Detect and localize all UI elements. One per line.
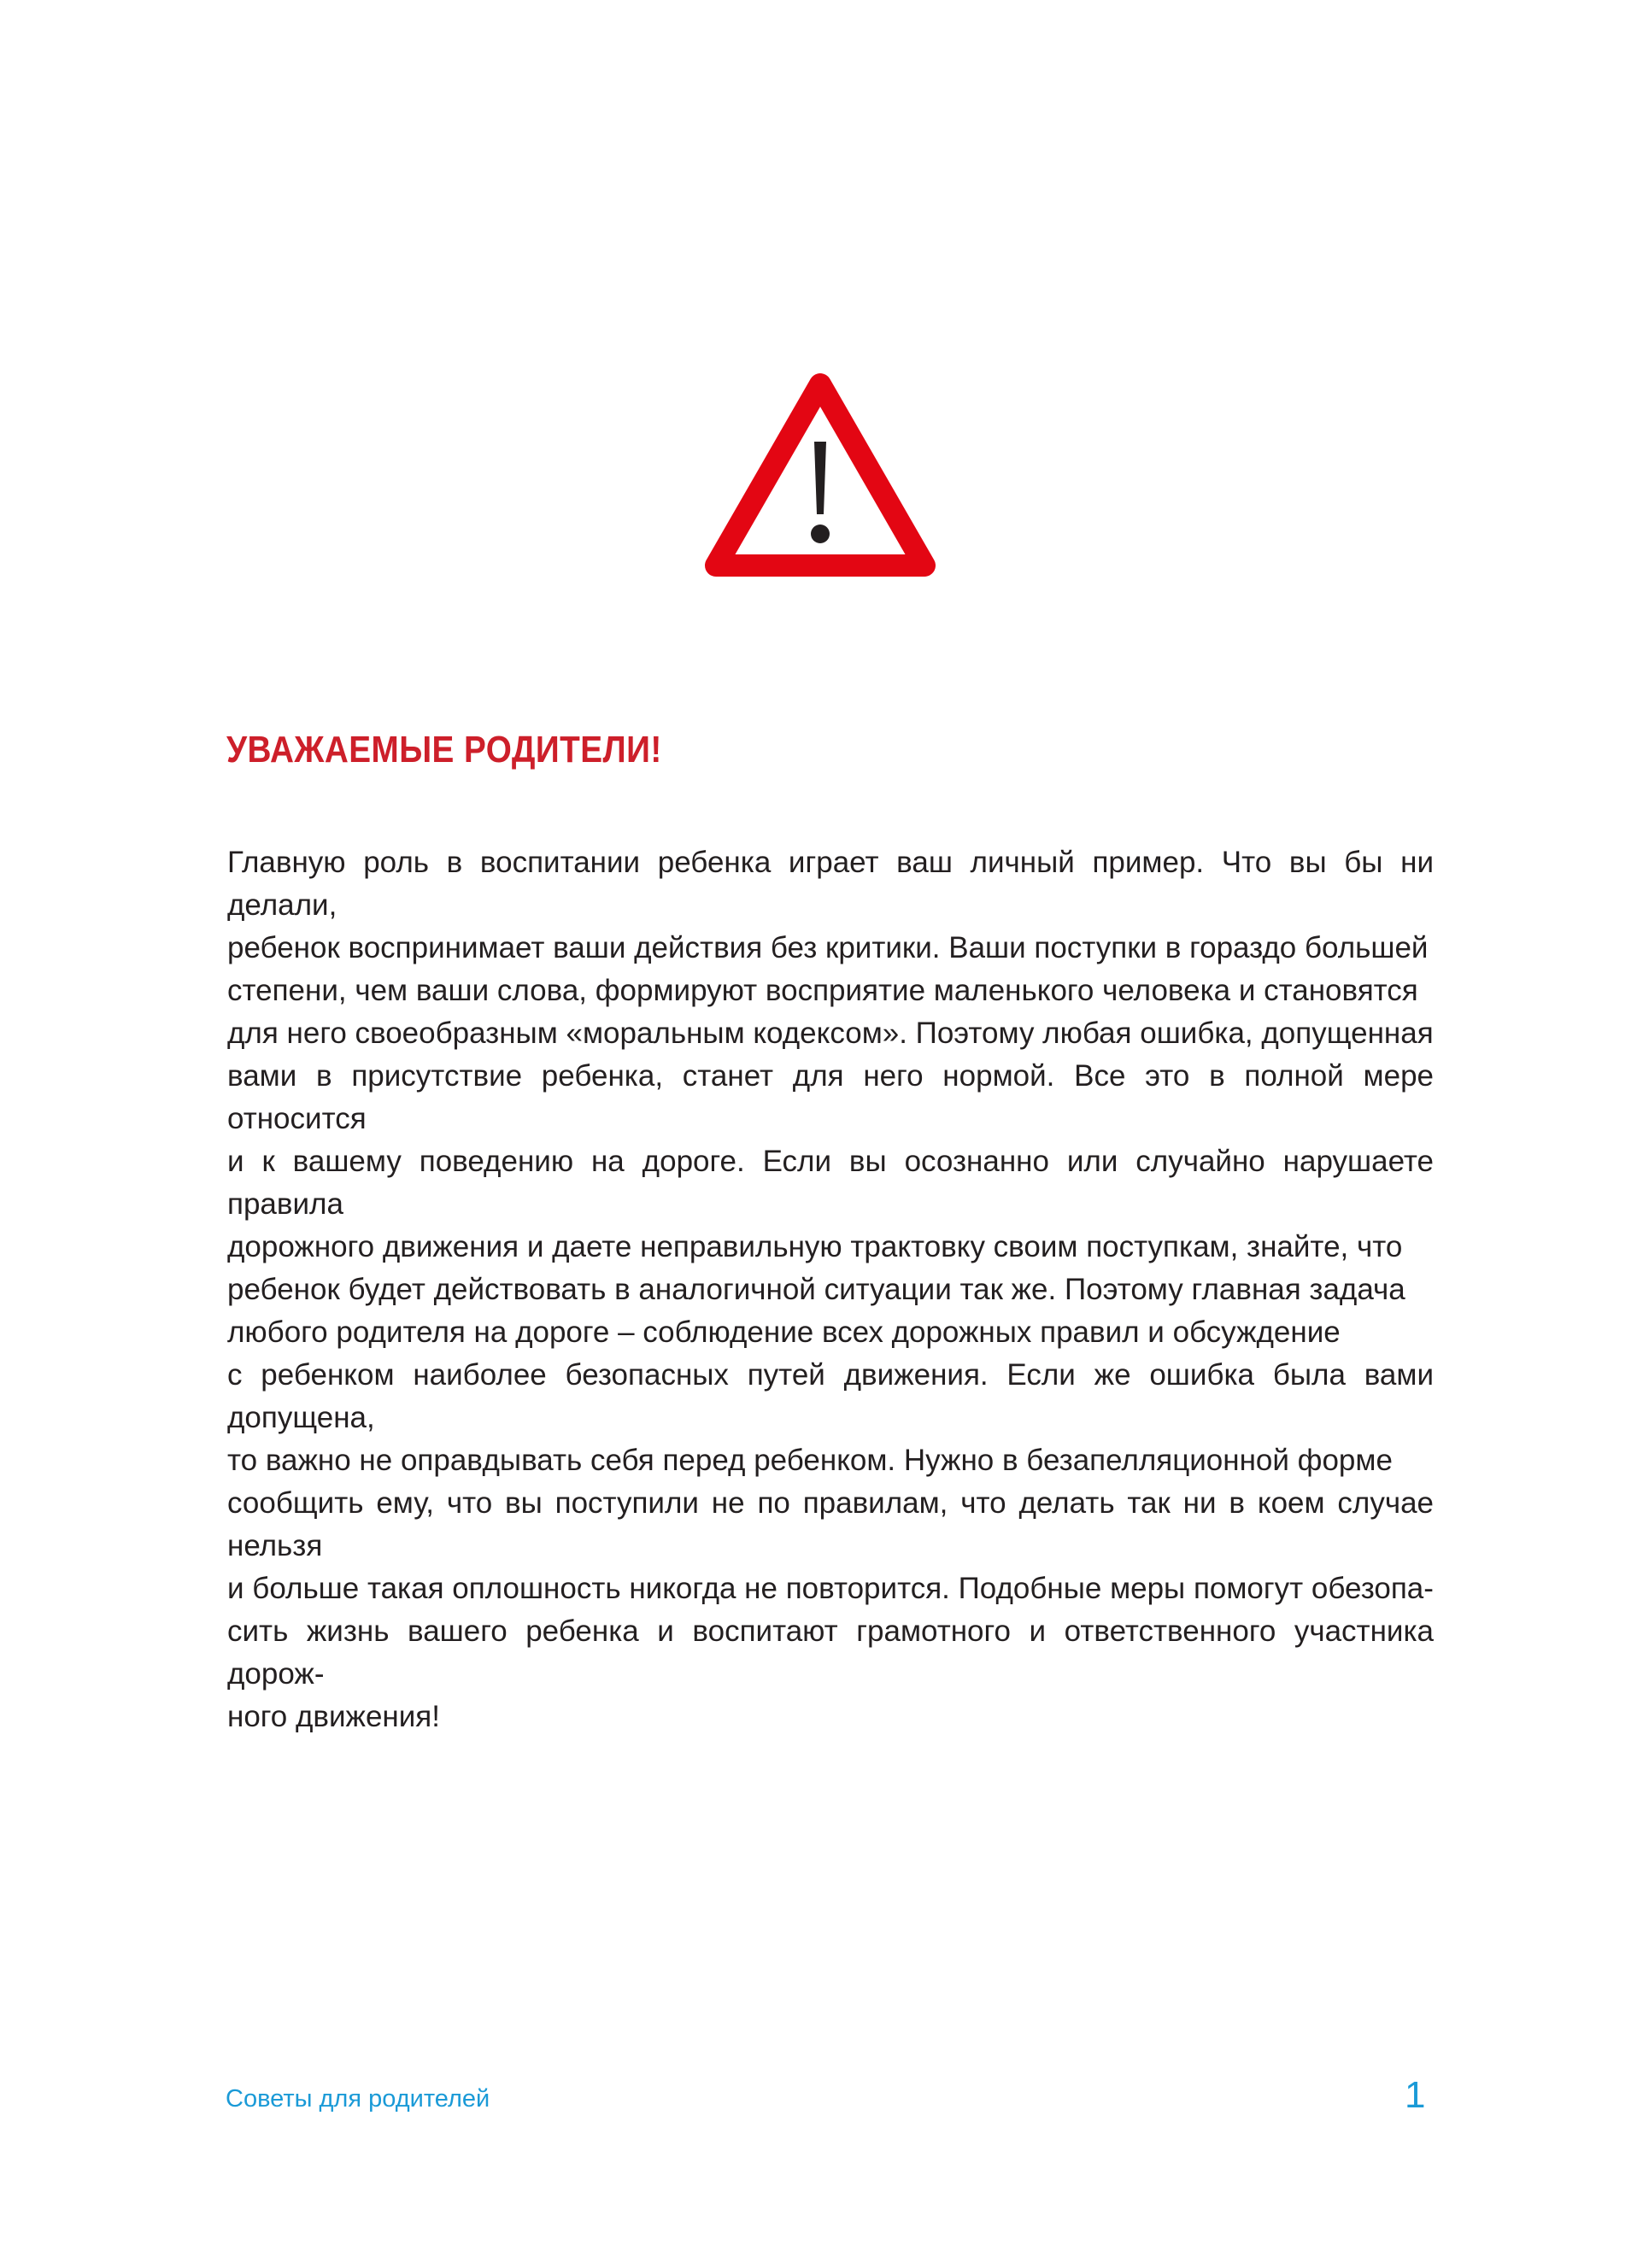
page-number: 1	[1405, 2074, 1426, 2116]
warning-triangle-icon	[701, 369, 940, 581]
page-heading: УВАЖАЕМЫЕ РОДИТЕЛИ!	[226, 729, 662, 771]
footer-title: Советы для родителей	[226, 2085, 490, 2113]
exclamation-dot	[811, 525, 830, 543]
body-paragraph: Главную роль в воспитании ребенка играет ваш личный пример. Что вы бы ни делали, ребенок воспринимает ваши действия без критики. Ваши поступки в гораздо большей степени, чем ваши слова, формируют восприятие маленького человека и становятся для него своеобразным «моральным кодексом». Поэтому любая ошибка, допущенная вами в присутствие ребенка, станет для него нормой. Все это в полной мере относится и к вашему поведению на дороге. Если вы осознанно или случайно нарушаете правила дорожного движения и даете неправильную трактовку своим поступкам, знайте, что ребенок будет действовать в аналогичной ситуации так же. Поэтому главная задача любого родителя на дороге – соблюдение всех дорожных правил и обсуждение с ребенком наиболее безопасных путей движения. Если же ошибка была вами допущена, то важно не оправдывать себя перед ребенком. Нужно в безапелляционной форме сообщить ему, что вы поступили не по правилам, что делать так ни в коем случае нельзя и больше такая оплошность никогда не повторится. Подобные меры помогут обезопа- сить жизнь вашего ребенка и воспитают грамотного и ответственного участника дорож- ного движения!	[227, 846, 1434, 1733]
